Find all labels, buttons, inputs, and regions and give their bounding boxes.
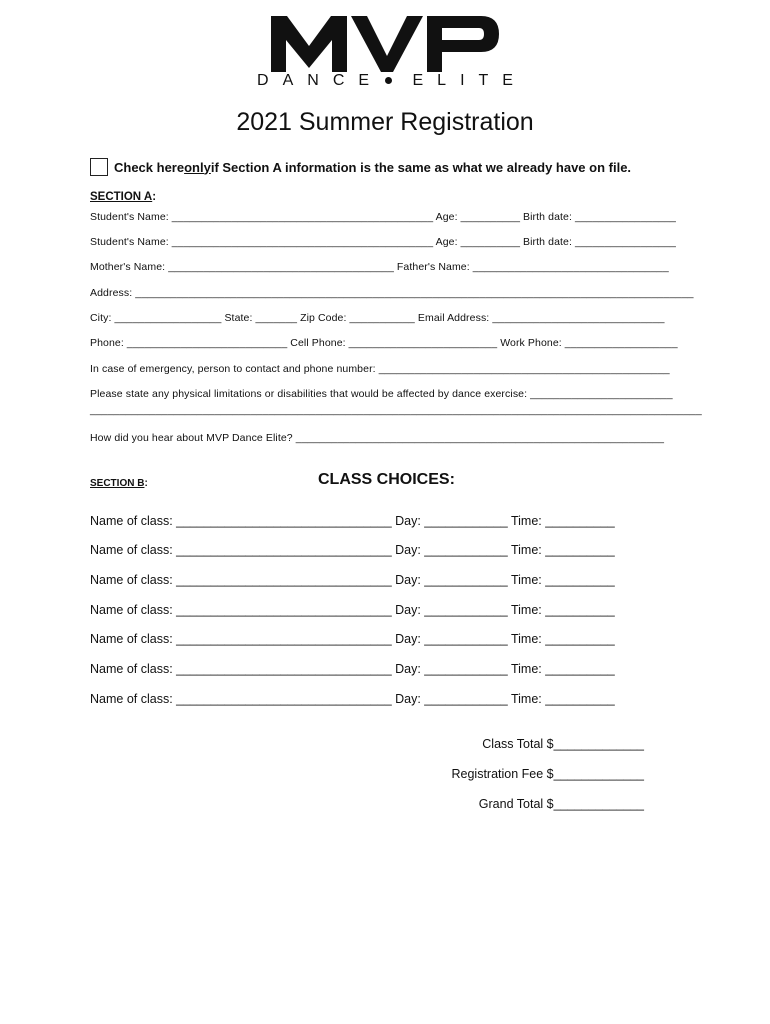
- section-b-label: SECTION B: [90, 478, 145, 489]
- logo-dance-text: DANCE: [257, 72, 384, 89]
- class-choice-row[interactable]: Name of class: _______________________________ Day: ____________ Time: __________: [90, 543, 615, 557]
- same-info-checkbox[interactable]: [90, 158, 108, 176]
- physical-limitations-row[interactable]: Please state any physical limitations or disabilities that would be affected by dance exercise: ________________________: [90, 388, 673, 400]
- logo-dot-icon: [385, 77, 392, 84]
- section-b-colon: :: [144, 478, 148, 489]
- student-name-row-2[interactable]: Student's Name: ____________________________________________ Age: __________ Birth date: _________________: [90, 236, 676, 248]
- student-name-row-1[interactable]: Student's Name: ____________________________________________ Age: __________ Birth date: _________________: [90, 211, 676, 223]
- logo-subtitle: [0, 72, 770, 90]
- class-choices-heading: CLASS CHOICES:: [318, 471, 455, 488]
- class-choice-row[interactable]: Name of class: _______________________________ Day: ____________ Time: __________: [90, 514, 615, 528]
- page-title: 2021 Summer Registration: [236, 108, 534, 136]
- check-note-only: only: [184, 159, 211, 175]
- registration-fee-field[interactable]: Registration Fee $_____________: [451, 767, 644, 781]
- section-b-heading: [90, 478, 148, 489]
- emergency-contact-row[interactable]: In case of emergency, person to contact and phone number: _________________________________________________: [90, 363, 670, 375]
- class-choice-row[interactable]: Name of class: _______________________________ Day: ____________ Time: __________: [90, 573, 615, 587]
- parents-name-row[interactable]: Mother's Name: ______________________________________ Father's Name: _________________________________: [90, 261, 669, 273]
- mvp-dance-elite-logo: [0, 12, 770, 90]
- section-a-label: SECTION A: [90, 191, 153, 203]
- class-choice-row[interactable]: Name of class: _______________________________ Day: ____________ Time: __________: [90, 692, 615, 706]
- phone-row[interactable]: Phone: ___________________________ Cell Phone: _________________________ Work Phone: ___________________: [90, 337, 678, 349]
- address-row[interactable]: Address: ______________________________________________________________________________________________: [90, 287, 694, 299]
- class-total-field[interactable]: Class Total $_____________: [482, 737, 644, 751]
- section-a-heading: [90, 191, 156, 203]
- grand-total-field[interactable]: Grand Total $_____________: [478, 797, 644, 811]
- class-choice-row[interactable]: Name of class: _______________________________ Day: ____________ Time: __________: [90, 632, 615, 646]
- referral-source-row[interactable]: How did you hear about MVP Dance Elite? ______________________________________________________________: [90, 432, 665, 444]
- check-note-prefix: Check here: [114, 159, 185, 175]
- section-a-colon: :: [152, 191, 157, 203]
- class-choice-row[interactable]: Name of class: _______________________________ Day: ____________ Time: __________: [90, 662, 615, 676]
- physical-limitations-continuation-row[interactable]: _______________________________________________________________________________________________________: [90, 404, 702, 416]
- city-state-zip-email-row[interactable]: City: __________________ State: _______ Zip Code: ___________ Email Address: _____________________________: [90, 312, 665, 324]
- logo-elite-text: ELITE: [412, 72, 527, 89]
- same-info-check-row: [90, 158, 631, 176]
- mvp-logo-mark: [269, 12, 501, 74]
- check-note-suffix: if Section A information is the same as what we already have on file.: [210, 159, 632, 175]
- class-choice-row[interactable]: Name of class: _______________________________ Day: ____________ Time: __________: [90, 603, 615, 617]
